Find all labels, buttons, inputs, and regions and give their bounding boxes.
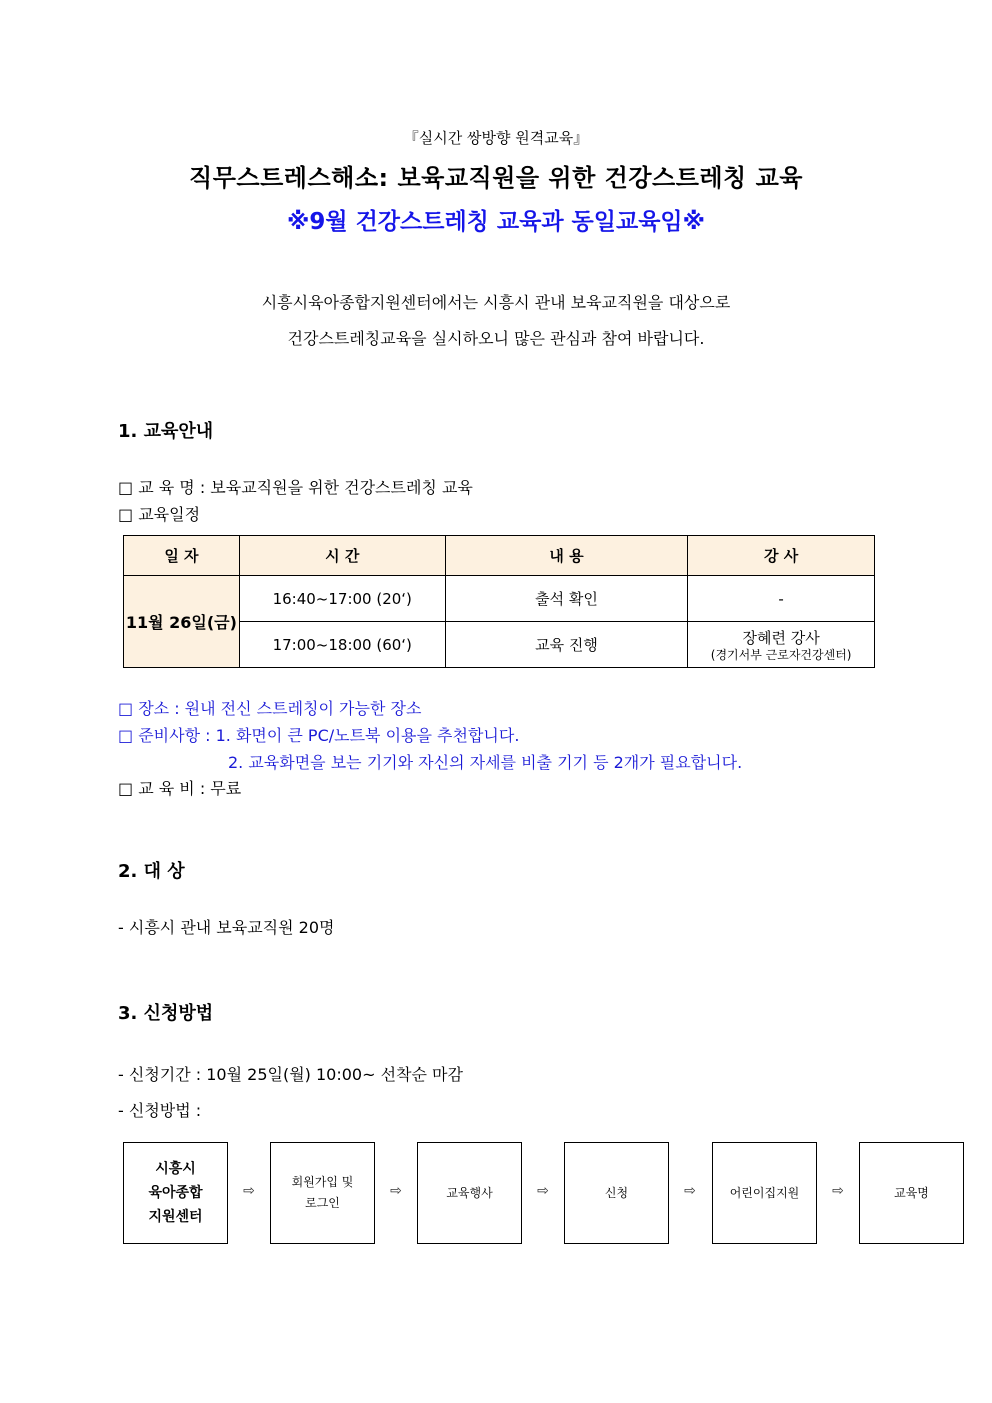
arrow-right-icon: ⇨ <box>832 1183 844 1199</box>
method-label: - 신청방법 : <box>118 1101 202 1120</box>
header-content: 내 용 <box>445 536 688 576</box>
schedule-label: □ 교육일정 <box>118 505 201 524</box>
row-content: 출석 확인 <box>445 576 688 622</box>
row-instructor-org: (경기서부 근로자건강센터) <box>710 647 852 662</box>
flow-step-apply: 신청 <box>564 1142 669 1244</box>
flow-step-center-line3: 지원센터 <box>148 1209 203 1225</box>
section-1-heading: 1. 교육안내 <box>118 421 214 442</box>
flow-step-signup <box>270 1142 375 1244</box>
same-course-notice: ※9월 건강스트레칭 교육과 동일교육임※ <box>286 209 705 235</box>
flow-step-signup-line1: 회원가입 및 <box>291 1175 354 1189</box>
prep-line-2: 2. 교육화면을 보는 기기와 자신의 자세를 비출 기기 등 2개가 필요합니다. <box>228 753 743 772</box>
row-content: 교육 진행 <box>445 622 688 668</box>
place-line: □ 장소 : 원내 전신 스트레칭이 가능한 장소 <box>118 699 422 718</box>
period-line: - 신청기간 : 10월 25일(월) 10:00~ 선착순 마감 <box>118 1065 463 1084</box>
prep-line-1: □ 준비사항 : 1. 화면이 큰 PC/노트북 이용을 추천합니다. <box>118 726 520 745</box>
header-instructor: 강 사 <box>688 536 875 576</box>
page-title: 직무스트레스해소: 보육교직원을 위한 건강스트레칭 교육 <box>189 164 803 192</box>
flow-step-center-line1: 시흥시 <box>155 1161 196 1177</box>
section-2-heading: 2. 대 상 <box>118 861 185 882</box>
row-time: 16:40~17:00 (20‘) <box>239 576 445 622</box>
table-row <box>124 576 875 622</box>
flow-step-center-line2: 육아종합 <box>148 1185 203 1201</box>
intro-line-1: 시흥시육아종합지원센터에서는 시흥시 관내 보육교직원을 대상으로 <box>261 293 731 312</box>
intro-line-2: 건강스트레칭교육을 실시하오니 많은 관심과 참여 바랍니다. <box>287 329 705 348</box>
flow-step-center <box>123 1142 228 1244</box>
row-time: 17:00~18:00 (60‘) <box>239 622 445 668</box>
header-date: 일 자 <box>124 536 240 576</box>
flow-step-course-name: 교육명 <box>859 1142 964 1244</box>
fee-line: □ 교 육 비 : 무료 <box>118 779 242 798</box>
arrow-right-icon: ⇨ <box>390 1183 402 1199</box>
section-3-heading: 3. 신청방법 <box>118 1003 214 1024</box>
table-header-row <box>124 536 875 576</box>
arrow-right-icon: ⇨ <box>684 1183 696 1199</box>
row-instructor: - <box>688 576 875 622</box>
schedule-date: 11월 26일(금) <box>124 576 240 668</box>
course-name: □ 교 육 명 : 보육교직원을 위한 건강스트레칭 교육 <box>118 478 473 497</box>
row-instructor-cell <box>688 622 875 668</box>
flow-step-daycare-support: 어린이집지원 <box>712 1142 817 1244</box>
flow-step-signup-line2: 로그인 <box>305 1196 340 1210</box>
arrow-right-icon: ⇨ <box>537 1183 549 1199</box>
flow-step-events: 교육행사 <box>417 1142 522 1244</box>
arrow-right-icon: ⇨ <box>243 1183 255 1199</box>
schedule-table <box>123 535 875 668</box>
header-time: 시 간 <box>239 536 445 576</box>
target-line: - 시흥시 관내 보육교직원 20명 <box>118 918 335 937</box>
row-instructor: 장혜련 강사 <box>742 628 820 647</box>
course-subtitle: 『실시간 쌍방향 원격교육』 <box>403 129 589 147</box>
